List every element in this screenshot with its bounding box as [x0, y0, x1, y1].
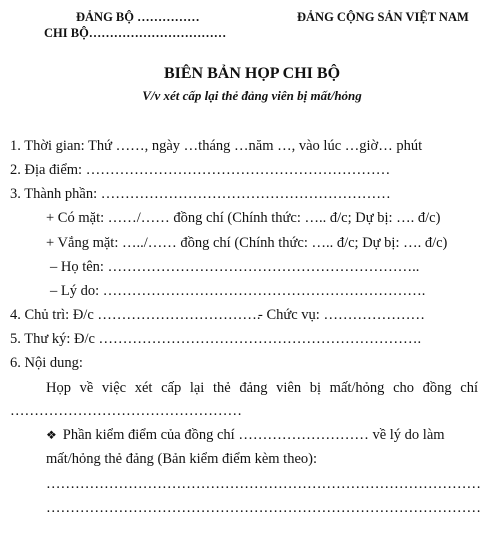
absent-reason-line: – Lý do: …………………………………………………………. [50, 283, 426, 299]
self-review-text: Phần kiểm điểm của đồng chí ……………………… về lý do làm [62, 427, 445, 443]
time-line: 1. Thời gian: Thứ ……, ngày …tháng …năm …, vào lúc …giờ… phút [10, 138, 423, 154]
self-review-continued: mất/hỏng thẻ đảng (Bản kiểm điểm kèm theo): [46, 451, 318, 467]
document-title: BIÊN BẢN HỌP CHI BỘ [163, 65, 341, 82]
chair-position: - Chức vụ: ………………… [258, 307, 425, 323]
chi-bo-label: CHI BỘ…………………………… [44, 26, 227, 40]
blank-dots-line-2: ……………………………………………………………………………… [46, 500, 481, 516]
secretary-line: 5. Thư ký: Đ/c …………………………………………………………. [10, 331, 422, 347]
diamond-bullet-icon: ❖ [46, 428, 57, 442]
self-review-line [46, 427, 478, 444]
present-line: + Có mặt: ……/…… đồng chí (Chính thức: ….. đ/c; Dự bị: …. đ/c) [46, 210, 441, 226]
place-line: 2. Địa điểm: ……………………………………………………… [10, 162, 391, 178]
meeting-dots: ………………………………………… [10, 403, 242, 419]
party-name: ĐẢNG CỘNG SẢN VIỆT NAM [297, 10, 469, 24]
absent-line: + Vắng mặt: …../…… đồng chí (Chính thức: ….. đ/c; Dự bị: …. đ/c) [46, 235, 448, 251]
meeting-text: Họp về việc xét cấp lại thẻ đảng viên bị mất/hỏng cho đồng chí [46, 380, 478, 396]
dang-bo-label: ĐẢNG BỘ …………… [76, 10, 200, 24]
absent-name-line: – Họ tên: ……………………………………………………….. [50, 259, 420, 275]
members-line: 3. Thành phần: …………………………………………………… [10, 186, 391, 202]
document-subtitle: V/v xét cấp lại thẻ đảng viên bị mất/hỏng [142, 88, 362, 103]
blank-dots-line-1: ……………………………………………………………………………… [46, 476, 481, 492]
content-heading: 6. Nội dung: [10, 355, 83, 371]
chair-line: 4. Chủ trì: Đ/c ……………………………. [10, 307, 261, 323]
